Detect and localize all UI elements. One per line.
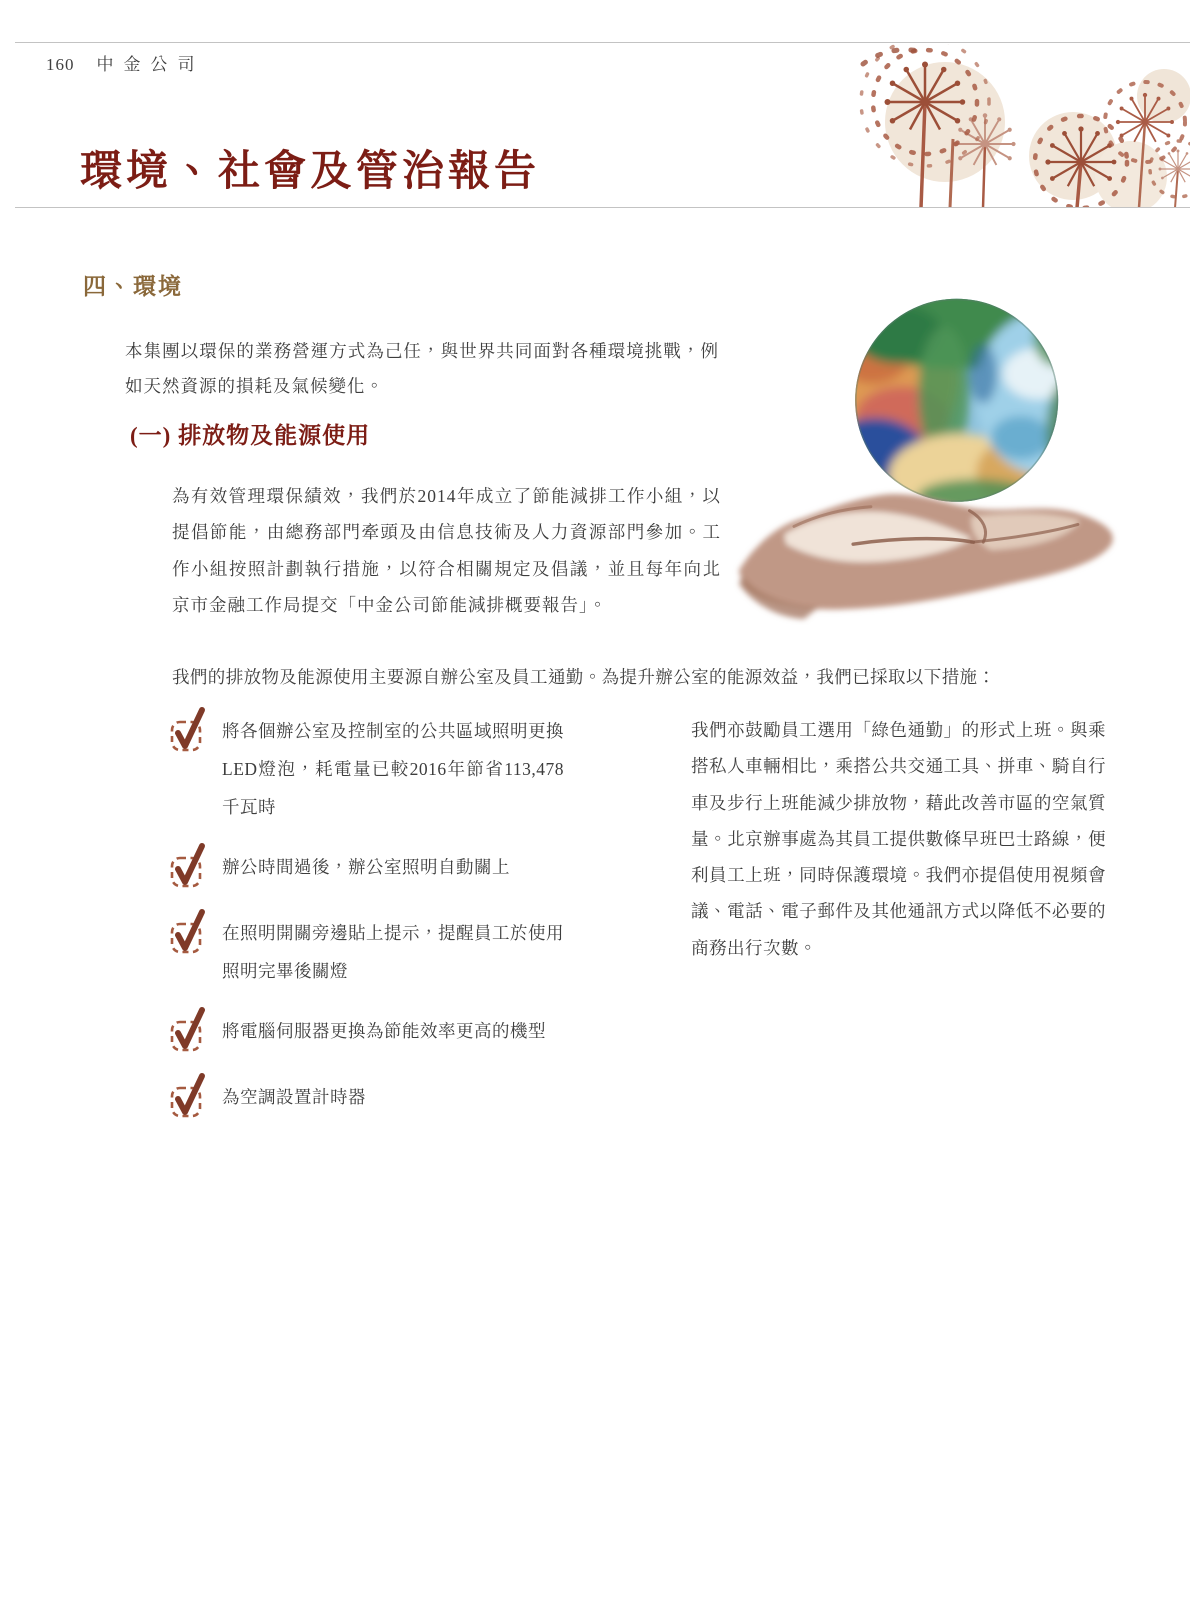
- measure-text: 將各個辦公室及控制室的公共區域照明更換LED燈泡，耗電量已較2016年節省113,478千瓦時: [222, 721, 564, 817]
- measures-list: [172, 712, 564, 1144]
- page-header: [46, 50, 205, 75]
- page-number: 160: [46, 55, 75, 74]
- measure-item: [172, 1078, 564, 1122]
- section-heading: 四、環境: [83, 274, 183, 299]
- measure-item: [172, 712, 564, 826]
- measures-lead-paragraph: 我們的排放物及能源使用主要源自辦公室及員工通勤。為提升辦公室的能源效益，我們已採取以下措施：: [172, 666, 996, 687]
- measure-item: [172, 1012, 564, 1056]
- check-icon: [168, 1002, 212, 1056]
- page-title: 環境、社會及管治報告: [80, 149, 541, 195]
- check-icon: [168, 1068, 212, 1122]
- company-name: 中金公司: [96, 55, 205, 74]
- green-commute-paragraph: 我們亦鼓勵員工選用「綠色通勤」的形式上班。與乘搭私人車輛相比，乘搭公共交通工具、拼車、騎自行車及步行上班能減少排放物，藉此改善市區的空氣質量。北京辦事處為其員工提供數條早班巴士路線，便利員工上班，同時保護環境。我們亦提倡使用視頻會議、電話、電子郵件及其他通訊方式以降低不必要的商務出行次數。: [691, 720, 1106, 958]
- green-commute-column: [691, 712, 1106, 966]
- subsection-heading: (一) 排放物及能源使用: [130, 423, 371, 448]
- check-icon: [168, 838, 212, 892]
- measure-text: 在照明開關旁邊貼上提示，提醒員工於使用照明完畢後關燈: [222, 923, 564, 981]
- measure-text: 將電腦伺服器更換為節能效率更高的機型: [222, 1021, 546, 1041]
- check-icon: [168, 702, 212, 756]
- measure-item: [172, 848, 564, 892]
- top-rule: [15, 42, 1190, 43]
- check-icon: [168, 904, 212, 958]
- earth-in-hand-icon: [722, 280, 1142, 625]
- measure-item: [172, 914, 564, 990]
- measure-text: 為空調設置計時器: [222, 1087, 366, 1107]
- subsection-paragraph: 為有效管理環保績效，我們於2014年成立了節能減排工作小組，以提倡節能，由總務部門牽頭及由信息技術及人力資源部門參加。工作小組按照計劃執行措施，以符合相關規定及倡議，並且每年向北京市金融工作局提交「中金公司節能減排概要報告」。: [172, 485, 721, 616]
- section-intro-paragraph: 本集團以環保的業務營運方式為己任，與世界共同面對各種環境挑戰，例如天然資源的損耗及氣候變化。: [125, 340, 719, 396]
- measure-text: 辦公時間過後，辦公室照明自動關上: [222, 857, 510, 877]
- dandelion-decoration-icon: [833, 44, 1190, 208]
- title-rule: [15, 207, 1190, 208]
